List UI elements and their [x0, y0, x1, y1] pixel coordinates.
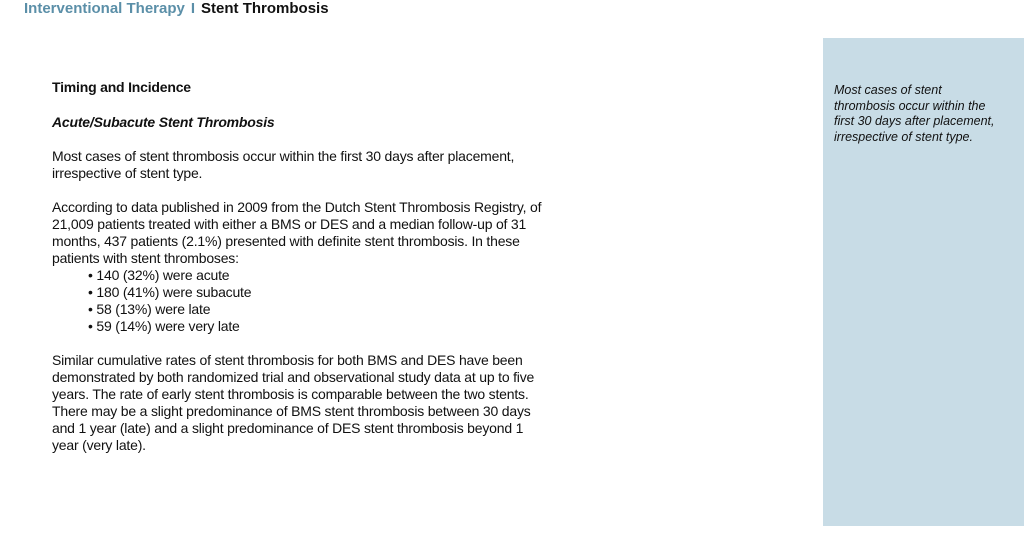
thrombosis-breakdown-list: [52, 267, 552, 335]
section-heading: Timing and Incidence: [52, 79, 191, 95]
title-separator: I: [190, 0, 196, 17]
paragraph-intro: Most cases of stent thrombosis occur within the first 30 days after placement, irrespective of stent type.: [52, 148, 515, 181]
list-item: • 58 (13%) were late: [88, 301, 211, 317]
list-item: • 59 (14%) were very late: [88, 318, 240, 334]
section-title: Interventional Therapy: [24, 0, 185, 17]
topic-title: Stent Thrombosis: [201, 0, 329, 17]
page-header: [24, 0, 329, 18]
list-item: • 180 (41%) were subacute: [88, 284, 252, 300]
sidebar-callout-panel: [823, 38, 1024, 526]
paragraph-registry: According to data published in 2009 from the Dutch Stent Thrombosis Registry, of 21,009 patients treated with either a BMS or DES and a median follow-up of 31 months, 437 patients (2.1%) presented with definite stent thrombosis. In these patients with stent thromboses:: [52, 199, 542, 266]
subsection-heading: Acute/Subacute Stent Thrombosis: [52, 114, 275, 130]
paragraph-comparison: Similar cumulative rates of stent thrombosis for both BMS and DES have been demonstrated by both randomized trial and observational study data at up to five years. The rate of early stent thrombosis is comparable between the two stents. There may be a slight predominance of BMS stent thrombosis between 30 days and 1 year (late) and a slight predominance of DES stent thrombosis beyond 1 year (very late).: [52, 352, 535, 453]
callout-text: Most cases of stent thrombosis occur within the first 30 days after placement, irrespective of stent type.: [834, 83, 995, 144]
list-item: • 140 (32%) were acute: [88, 267, 230, 283]
main-content: [52, 79, 552, 454]
